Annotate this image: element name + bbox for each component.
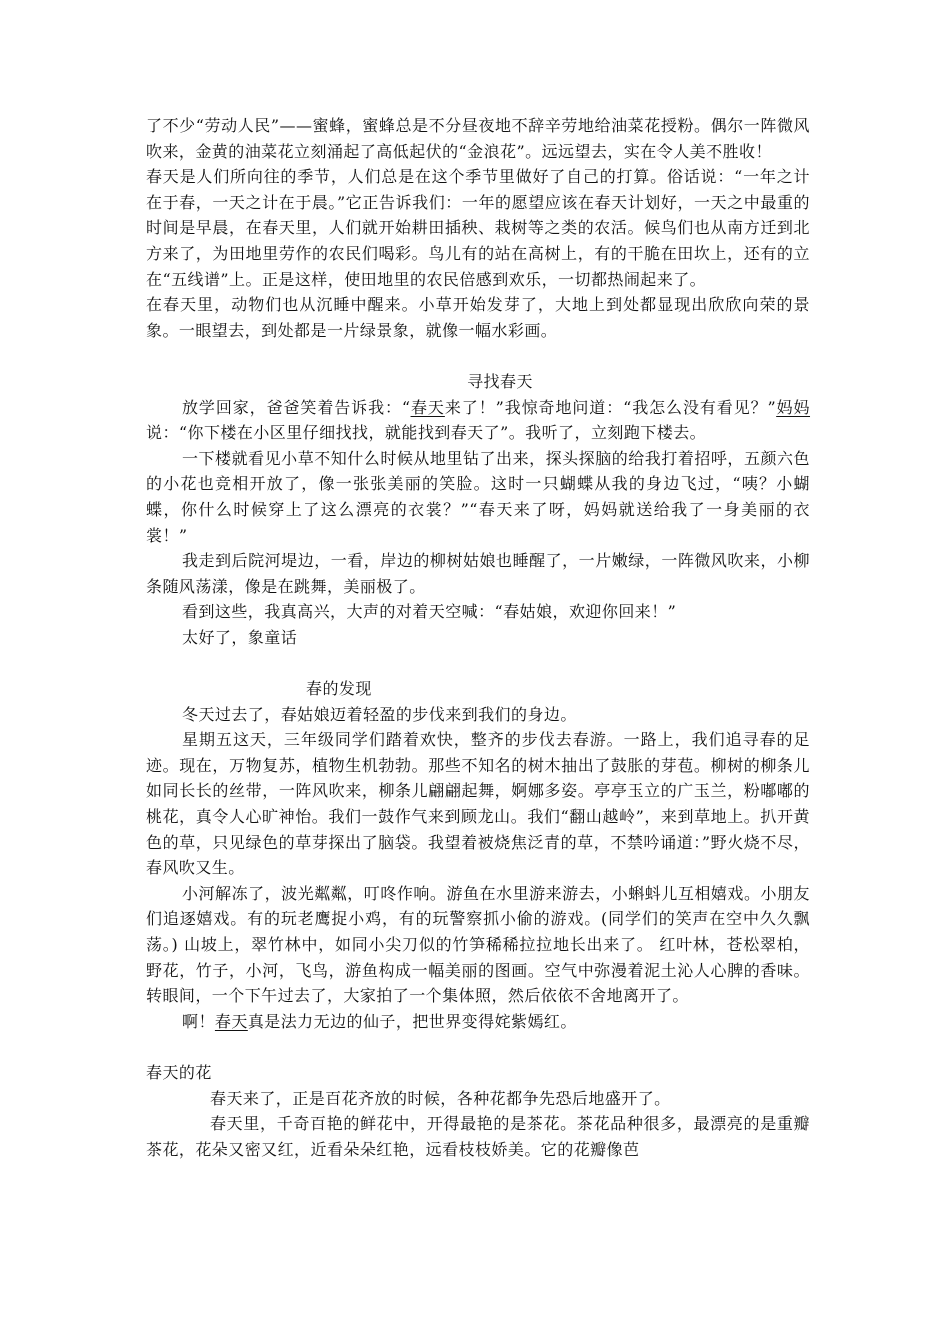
section-title: 春天的花 <box>146 1062 212 1082</box>
paragraph: 了不少“劳动人民”——蜜蜂，蜜蜂总是不分昼夜地不辞辛劳地给油菜花授粉。偶尔一阵微风吹来，金黄的油菜花立刻涌起了高低起伏的“金浪花”。远远望去，实在令人美不胜收！ <box>146 116 810 161</box>
paragraph: 星期五这天，三年级同学们踏着欢快，整齐的步伐去春游。一路上，我们追寻春的足迹。现在，万物复苏，植物生机勃勃。那些不知名的树木抽出了鼓胀的芽苞。柳树的柳条儿如同长长的丝带，一阵风吹来，柳条儿翩翩起舞，婀娜多姿。亭亭玉立的广玉兰，粉嘟嘟的桃花，真令人心旷神怡。我们一鼓作气来到顾龙山。我们“翻山越岭”，来到草地上。扒开黄色的草，只见绿色的草芽探出了脑袋。我望着被烧焦泛青的草，不禁吟诵道：”野火烧不尽，春风吹又生。 <box>146 730 810 878</box>
paragraph: 一下楼就看见小草不知什么时候从地里钻了出来，探头探脑的给我打着招呼，五颜六色的小花也竞相开放了，像一张张美丽的笑脸。这时一只蝴蝶从我的身边飞过，“咦？小蝴蝶，你什么时候穿上了这么漂亮的衣裳？”“春天来了呀，妈妈就送给我了一身美丽的衣裳！” <box>146 448 810 545</box>
paragraph: 春天来了，正是百花齐放的时候，各种花都争先恐后地盛开了。 <box>210 1088 671 1108</box>
section-title: 春的发现 <box>306 679 372 699</box>
paragraph: 啊！春天真是法力无边的仙子，把世界变得姹紫嫣红。 <box>182 1011 577 1031</box>
paragraph: 小河解冻了，波光粼粼，叮咚作响。游鱼在水里游来游去，小蝌蚪儿互相嬉戏。小朋友们追逐嬉戏。有的玩老鹰捉小鸡，有的玩警察抓小偷的游戏。(同学们的笑声在空中久久飘荡。) 山坡上，翠竹林中，如同小尖刀似的竹笋稀稀拉拉地长出来了。 红叶林，苍松翠柏，野花，竹子，小河，飞鸟，游鱼构成一幅美丽的图画。空气中弥漫着泥土沁人心脾的香味。转眼间，一个下午过去了，大家拍了一个集体照，然后依依不舍地离开了。 <box>146 883 810 1006</box>
underlined-word: 妈妈 <box>776 397 811 417</box>
paragraph: 冬天过去了，春姑娘迈着轻盈的步伐来到我们的身边。 <box>182 704 577 724</box>
underlined-word: 春天 <box>214 1011 248 1031</box>
paragraph: 放学回家，爸爸笑着告诉我：“春天来了！”我惊奇地问道：“我怎么没有看见？”妈妈说：“你下楼在小区里仔细找找，就能找到春天了”。我听了，立刻跑下楼去。 <box>146 397 811 443</box>
document-body <box>146 113 810 1162</box>
paragraph: 我走到后院河堤边，一看，岸边的柳树姑娘也睡醒了，一片嫩绿，一阵微风吹来，小柳条随风荡漾，像是在跳舞，美丽极了。 <box>146 551 810 596</box>
spacer <box>146 1034 810 1060</box>
paragraph: 在春天里，动物们也从沉睡中醒来。小草开始发芽了，大地上到处都显现出欣欣向荣的景象。一眼望去，到处都是一片绿景象，就像一幅水彩画。 <box>146 295 810 340</box>
paragraph: 太好了，象童话 <box>182 627 298 647</box>
spacer <box>146 650 810 676</box>
underlined-word: 春天 <box>410 397 445 417</box>
section-title: 寻找春天 <box>467 371 533 391</box>
paragraph: 春天是人们所向往的季节，人们总是在这个季节里做好了自己的打算。俗话说：“一年之计在于春，一天之计在于晨。”它正告诉我们：一年的愿望应该在春天计划好，一天之中最重的时间是早晨，在春天里，人们就开始耕田插秧、栽树等之类的农活。候鸟们也从南方迁到北方来了，为田地里劳作的农民们喝彩。鸟儿有的站在高树上，有的干脆在田坎上，还有的立在“五线谱”上。正是这样，使田地里的农民倍感到欢乐，一切都热闹起来了。 <box>146 167 810 289</box>
paragraph: 看到这些，我真高兴，大声的对着天空喊：“春姑娘，欢迎你回来！” <box>182 602 677 622</box>
spacer <box>146 343 810 369</box>
paragraph: 春天里，千奇百艳的鲜花中，开得最艳的是茶花。茶花品种很多，最漂亮的是重瓣茶花，花朵又密又红，近看朵朵红艳，远看枝枝娇美。它的花瓣像芭 <box>146 1114 810 1159</box>
